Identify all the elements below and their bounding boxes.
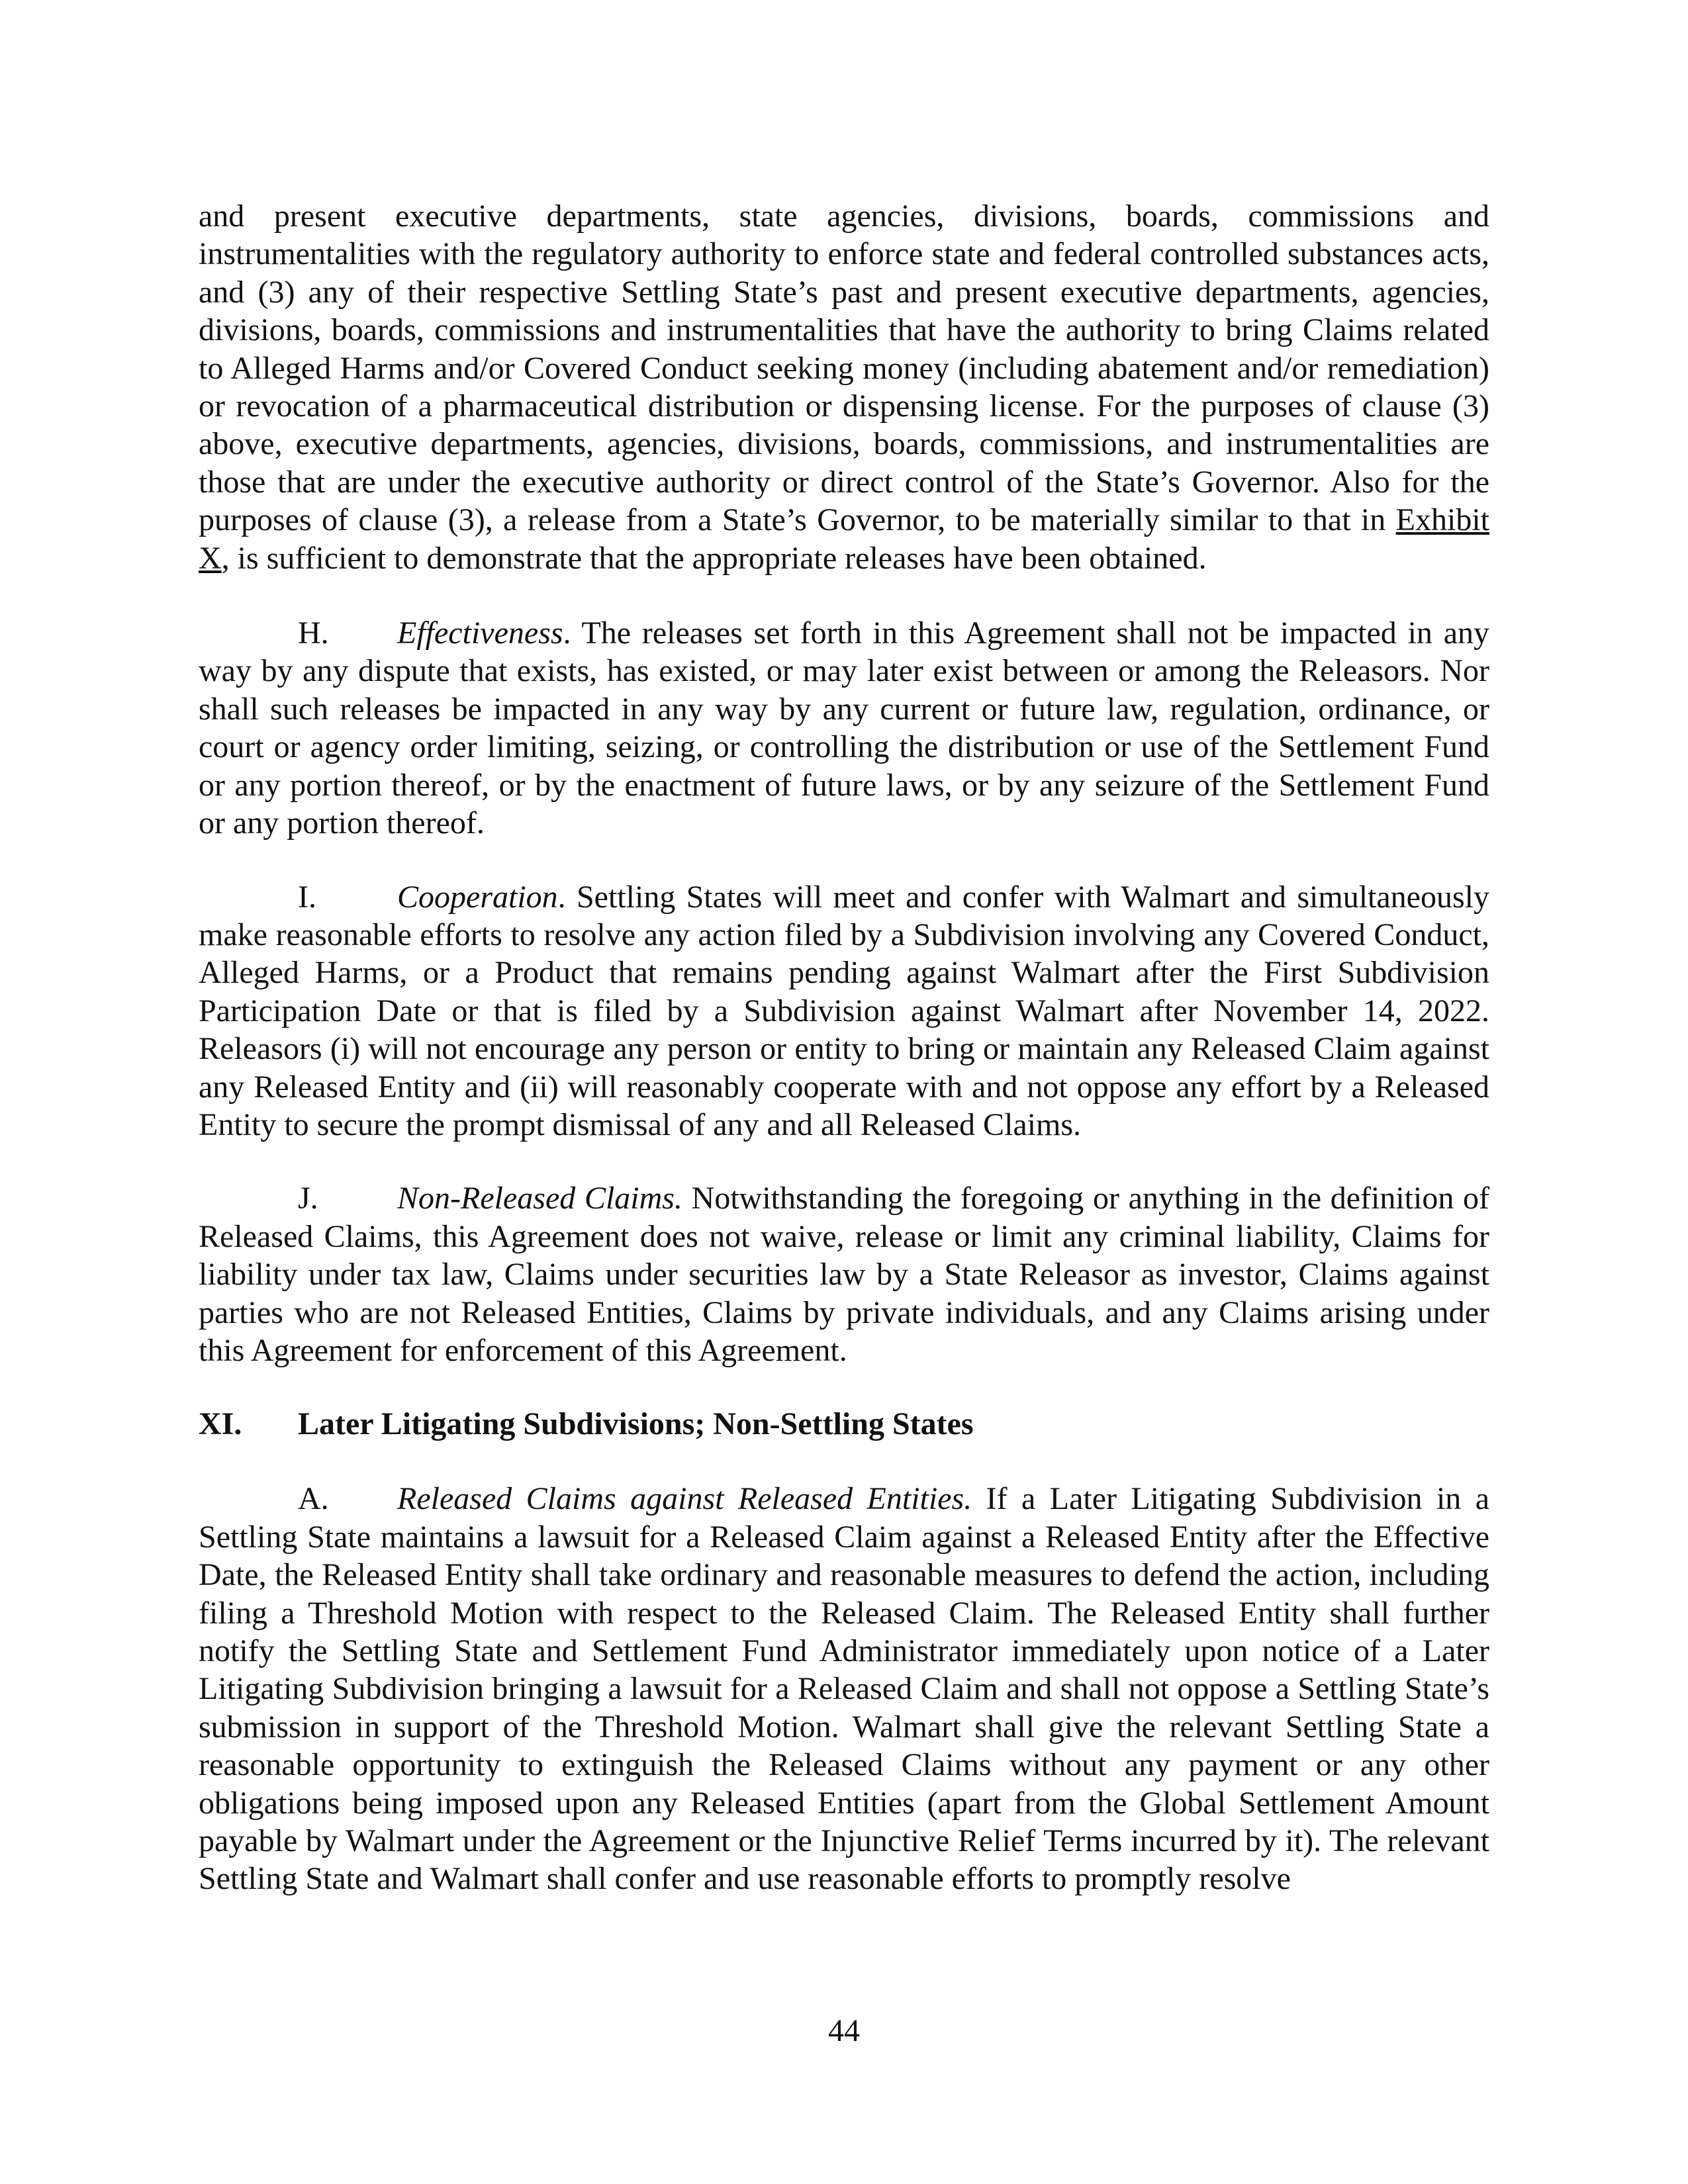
section-a-paragraph: [199, 1480, 1489, 1897]
section-j-label: J.: [298, 1181, 318, 1216]
section-h-title: Effectiveness: [397, 615, 563, 651]
section-a-title: Released Claims against Released Entities.: [397, 1481, 972, 1517]
section-h-label: H.: [298, 615, 329, 651]
section-i-title: Cooperation: [397, 879, 558, 915]
section-j-title: Non-Released Claims.: [397, 1181, 682, 1216]
section-j-paragraph: [199, 1179, 1489, 1369]
exhibit-x-reference: Exhibit X: [199, 502, 1489, 576]
section-h-paragraph: [199, 614, 1489, 842]
opening-paragraph: [199, 197, 1489, 577]
section-j-text: Notwithstanding the foregoing or anything in the definition of Released Claims, this Agreement does not waive, release or limit any criminal liability, Claims for liability under tax law, Claims under securities law by a State Releasor as investor, Claims against parties who are not Released Entities, Claims by private individuals, and any Claims arising under this Agreement for enforcement of this Agreement.: [199, 1181, 1490, 1368]
section-xi-number: XI.: [199, 1406, 242, 1442]
section-h-text: The releases set forth in this Agreement shall not be impacted in any way by any dispute that exists, has existed, or may later exist between or among the Releasors. Nor shall such releases be impacted in any way by any current or future law, regulation, ordinance, or court or agency order limiting, seizing, or controlling the distribution or use of the Settlement Fund or any portion thereof, or by the enactment of future laws, or by any seizure of the Settlement Fund or any portion thereof.: [199, 615, 1489, 841]
opening-text-before: and present executive departments, state agencies, divisions, boards, commissions and instrumentalities with the regulatory authority to enforce state and federal controlled substances acts, and (3) any of their respective Settling State’s past and present executive departments, agencies, divisions, boards, commissions and instrumentalities that have the authority to bring Claims related to Alleged Harms and/or Covered Conduct seeking money (including abatement and/or remediation) or revocation of a pharmaceutical distribution or dispensing license. For the purposes of clause (3) above, executive departments, agencies, divisions, boards, commissions, and instrumentalities are those that are under the executive authority or direct control of the State’s Governor. Also for the purposes of clause (3), a release from a State’s Governor, to be materially similar to that in: [199, 199, 1489, 538]
section-a-label: A.: [298, 1481, 329, 1517]
section-i-sep: .: [557, 879, 566, 915]
section-xi-heading: [199, 1405, 1489, 1443]
section-xi-title: Later Litigating Subdivisions; Non-Settling States: [298, 1406, 974, 1442]
document-page: [199, 197, 1489, 1934]
section-i-paragraph: [199, 878, 1489, 1144]
opening-text-after: , is sufficient to demonstrate that the appropriate releases have been obtained.: [221, 540, 1207, 576]
section-a-text: If a Later Litigating Subdivision in a Settling State maintains a lawsuit for a Released Claim against a Released Entity after the Effective Date, the Released Entity shall take ordinary and reasonable measures to defend the action, including filing a Threshold Motion with respect to the Released Claim. The Released Entity shall further notify the Settling State and Settlement Fund Administrator immediately upon notice of a Later Litigating Subdivision bringing a lawsuit for a Released Claim and shall not oppose a Settling State’s submission in support of the Threshold Motion. Walmart shall give the relevant Settling State a reasonable opportunity to extinguish the Released Claims without any payment or any other obligations being imposed upon any Released Entities (apart from the Global Settlement Amount payable by Walmart under the Agreement or the Injunctive Relief Terms incurred by it). The relevant Settling State and Walmart shall confer and use reasonable efforts to promptly resolve: [199, 1481, 1490, 1897]
section-h-sep: .: [563, 615, 571, 651]
section-i-text: Settling States will meet and confer with Walmart and simultaneously make reasonable efforts to resolve any action filed by a Subdivision involving any Covered Conduct, Alleged Harms, or a Product that remains pending against Walmart after the First Subdivision Participation Date or that is filed by a Subdivision against Walmart after November 14, 2022. Releasors (i) will not encourage any person or entity to bring or maintain any Released Claim against any Released Entity and (ii) will reasonably cooperate with and not oppose any effort by a Released Entity to secure the prompt dismissal of any and all Released Claims.: [199, 879, 1489, 1142]
page-number: 44: [828, 2013, 860, 2048]
section-i-label: I.: [298, 879, 316, 915]
